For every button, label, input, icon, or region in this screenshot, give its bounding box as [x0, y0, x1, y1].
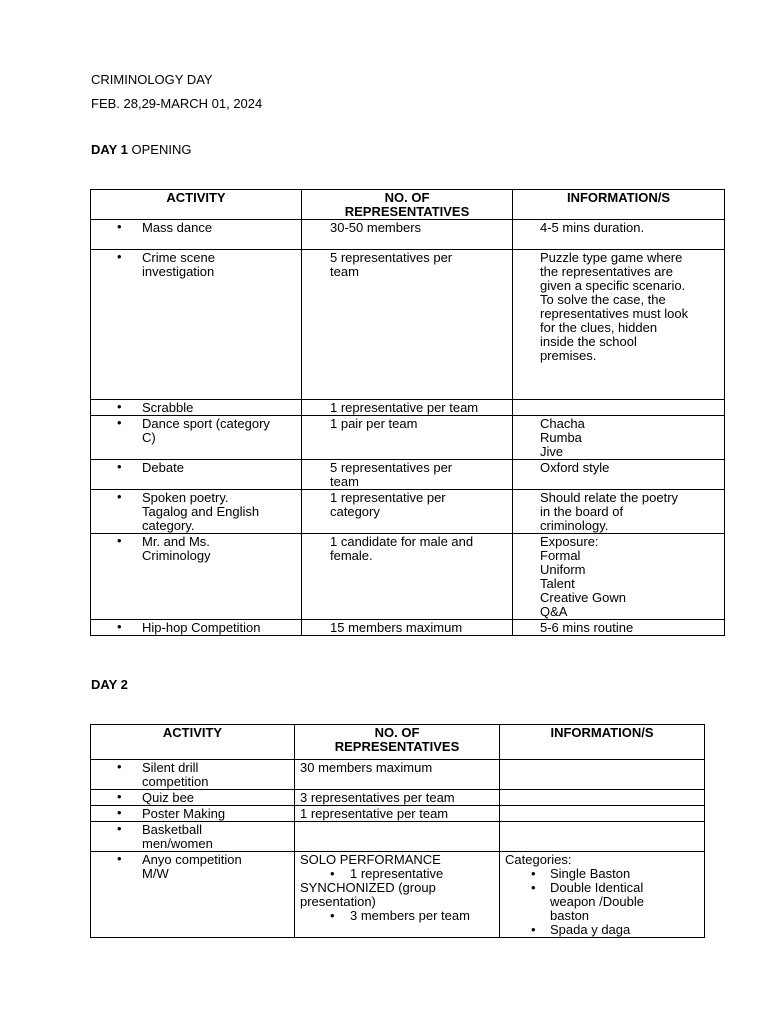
table-header-row [91, 190, 725, 220]
information-cell [500, 806, 705, 822]
activity-cell [91, 250, 302, 400]
information-cell: 4-5 mins duration. [513, 220, 725, 250]
representatives-cell [295, 822, 500, 852]
solo-item [300, 867, 499, 881]
information-cell: Exposure: Formal Uniform Talent Creative Gown Q&A [513, 534, 725, 620]
bullet: • [117, 533, 122, 548]
bullet: • [117, 249, 122, 264]
column-header-activity: ACTIVITY [91, 725, 295, 760]
activity-cell [91, 852, 295, 938]
categories-label: Categories: [505, 852, 572, 867]
table-row [91, 220, 725, 250]
representatives-cell: 30 members maximum [295, 760, 500, 790]
activity-cell [91, 490, 302, 534]
table-row [91, 250, 725, 400]
table-row [91, 790, 705, 806]
activity-cell [91, 534, 302, 620]
bullet: • [531, 880, 536, 895]
information-cell: Oxford style [513, 460, 725, 490]
bullet: • [330, 866, 335, 881]
representatives-cell [295, 852, 500, 938]
table-row [91, 806, 705, 822]
bullet: • [117, 399, 122, 414]
information-cell: Should relate the poetry in the board of criminology. [513, 490, 725, 534]
activity-cell [91, 620, 302, 636]
information-cell [500, 790, 705, 806]
information-cell [500, 822, 705, 852]
bullet: • [531, 866, 536, 881]
activity-name: Debate [142, 460, 184, 475]
solo-item-text: 1 representative [350, 866, 444, 881]
table-row [91, 416, 725, 460]
representatives-cell: 30-50 members [302, 220, 513, 250]
category-text: Double Identical weapon /Double baston [550, 880, 644, 923]
activity-cell [91, 790, 295, 806]
activity-cell [91, 220, 302, 250]
bullet: • [117, 821, 122, 836]
representatives-cell: 1 candidate for male and female. [302, 534, 513, 620]
day1-heading [91, 142, 191, 157]
activity-cell [91, 460, 302, 490]
column-header-information: INFORMATION/S [500, 725, 705, 760]
event-dates: FEB. 28,29-MARCH 01, 2024 [91, 96, 263, 111]
representatives-cell: 1 representative per team [295, 806, 500, 822]
activity-name: Silent drill competition [142, 760, 209, 789]
activity-name: Dance sport (category C) [142, 416, 270, 445]
bullet: • [117, 851, 122, 866]
bullet: • [117, 219, 122, 234]
representatives-cell: 3 representatives per team [295, 790, 500, 806]
activity-name: Poster Making [142, 806, 226, 821]
representatives-cell: 5 representatives per team [302, 250, 513, 400]
table-row [91, 822, 705, 852]
bullet: • [117, 459, 122, 474]
activity-cell [91, 400, 302, 416]
solo-label: SOLO PERFORMANCE [300, 852, 441, 867]
day1-subtitle: OPENING [127, 142, 192, 157]
information-cell: 5-6 mins routine [513, 620, 725, 636]
representatives-cell: 15 members maximum [302, 620, 513, 636]
activity-name: Anyo competition M/W [142, 852, 242, 881]
representatives-cell: 5 representatives per team [302, 460, 513, 490]
sync-item-text: 3 members per team [350, 908, 470, 923]
representatives-cell: 1 representative per team [302, 400, 513, 416]
table-row [91, 620, 725, 636]
bullet: • [117, 489, 122, 504]
table-row [91, 534, 725, 620]
activity-name: Basketball men/women [142, 822, 213, 851]
category-item [505, 867, 704, 881]
activity-cell [91, 806, 295, 822]
column-header-activity: ACTIVITY [91, 190, 302, 220]
activity-cell [91, 760, 295, 790]
sync-label: SYNCHONIZED (group presentation) [300, 880, 436, 909]
category-item [505, 881, 704, 923]
bullet: • [117, 805, 122, 820]
table-row [91, 852, 705, 938]
bullet: • [117, 415, 122, 430]
activity-cell [91, 416, 302, 460]
table-row [91, 760, 705, 790]
category-text: Single Baston [550, 866, 631, 881]
activity-name: Crime scene investigation [142, 250, 215, 279]
day1-label: DAY 1 [91, 142, 128, 157]
category-item [505, 923, 704, 937]
sync-item [300, 909, 499, 923]
table-row [91, 400, 725, 416]
information-cell [513, 400, 725, 416]
table-row [91, 490, 725, 534]
bullet: • [330, 908, 335, 923]
bullet: • [117, 789, 122, 804]
day2-table [90, 724, 705, 938]
information-cell: Chacha Rumba Jive [513, 416, 725, 460]
column-header-representatives: NO. OF REPRESENTATIVES [302, 190, 513, 220]
information-cell [500, 760, 705, 790]
category-text: Spada y daga [550, 922, 631, 937]
activity-name: Mass dance [142, 220, 213, 235]
table-header-row [91, 725, 705, 760]
bullet: • [117, 619, 122, 634]
document-title: CRIMINOLOGY DAY [91, 72, 213, 87]
bullet: • [531, 922, 536, 937]
activity-name: Hip-hop Competition [142, 620, 261, 635]
day2-heading: DAY 2 [91, 677, 128, 692]
representatives-cell: 1 representative per category [302, 490, 513, 534]
activity-cell [91, 822, 295, 852]
information-cell: Puzzle type game where the representatives are given a specific scenario. To solve the case, the representatives must look for the clues, hidden inside the school premises. [513, 250, 725, 400]
activity-name: Quiz bee [142, 790, 195, 805]
information-cell [500, 852, 705, 938]
column-header-information: INFORMATION/S [513, 190, 725, 220]
day1-table [90, 189, 725, 636]
column-header-representatives: NO. OF REPRESENTATIVES [295, 725, 500, 760]
bullet: • [117, 759, 122, 774]
table-row [91, 460, 725, 490]
activity-name: Mr. and Ms. Criminology [142, 534, 211, 563]
activity-name: Scrabble [142, 400, 194, 415]
representatives-cell: 1 pair per team [302, 416, 513, 460]
activity-name: Spoken poetry. Tagalog and English category. [142, 490, 260, 533]
